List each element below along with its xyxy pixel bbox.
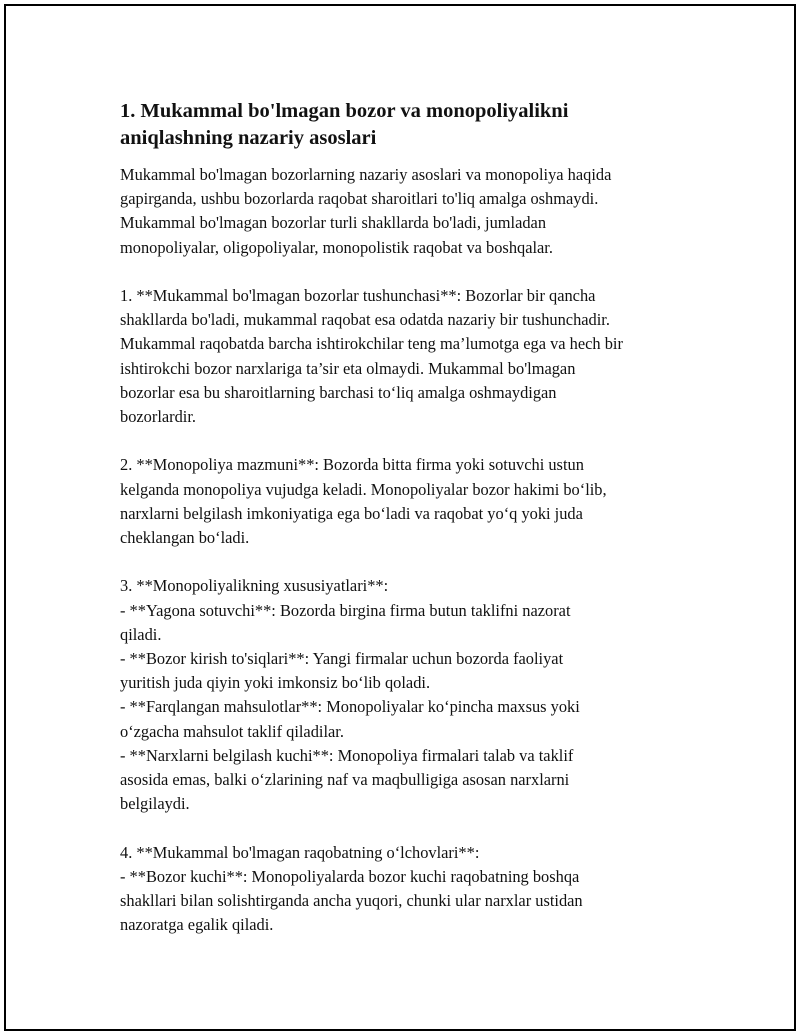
page-frame	[4, 4, 796, 1031]
section-2-paragraph: 2. **Monopoliya mazmuni**: Bozorda bitta firma yoki sotuvchi ustun kelganda monopoliya vujudga keladi. Monopoliyalar bozor hakimi bo‘lib, narxlarni belgilash imkoniyatiga ega bo‘ladi va raqobat yo‘q yoki juda cheklangan bo‘ladi.	[120, 455, 607, 548]
document-body	[120, 98, 700, 937]
document-heading: 1. Mukammal bo'lmagan bozor va monopoliyalikni aniqlashning nazariy asoslari	[120, 100, 569, 149]
paragraph-gap	[120, 816, 700, 840]
paragraph-gap	[120, 550, 700, 574]
section-1-paragraph: 1. **Mukammal bo'lmagan bozorlar tushunchasi**: Bozorlar bir qancha shakllarda bo'ladi, mukammal raqobat esa odatda nazariy bir tushunchadir. Mukammal raqobatda barcha ishtirokchilar teng ma’lumotga ega va hech bir ishtirokchi bozor narxlariga ta’sir eta olmaydi. Mukammal bo'lmagan bozorlar esa bu sharoitlarning barchasi to‘liq amalga oshmaydigan bozorlardir.	[120, 286, 623, 427]
section-3-paragraph: 3. **Monopoliyalikning xususiyatlari**: - **Yagona sotuvchi**: Bozorda birgina firma butun taklifni nazorat qiladi. - **Bozor kirish to'siqlari**: Yangi firmalar uchun bozorda faoliyat yuritish juda qiyin yoki imkonsiz bo‘lib qoladi. - **Farqlangan mahsulotlar**: Monopoliyalar ko‘pincha maxsus yoki o‘zgacha mahsulot taklif qiladilar. - **Narxlarni belgilash kuchi**: Monopoliya firmalari talab va taklif asosida emas, balki o‘zlarining naf va maqbulligiga asosan narxlarni belgilaydi.	[120, 576, 580, 814]
section-4-paragraph: 4. **Mukammal bo'lmagan raqobatning o‘lchovlari**: - **Bozor kuchi**: Monopoliyalarda bozor kuchi raqobatning boshqa shakllari bilan solishtirganda ancha yuqori, chunki ular narxlar ustidan nazoratga egalik qiladi.	[120, 842, 583, 935]
intro-paragraph: Mukammal bo'lmagan bozorlarning nazariy asoslari va monopoliya haqida gapirganda, ushbu bozorlarda raqobat sharoitlari to'liq amalga oshmaydi. Mukammal bo'lmagan bozorlar turli shakllarda bo'ladi, jumladan monopoliyalar, oligopoliyalar, monopolistik raqobat va boshqalar.	[120, 165, 612, 257]
paragraph-gap	[120, 429, 700, 453]
paragraph-gap	[120, 260, 700, 284]
